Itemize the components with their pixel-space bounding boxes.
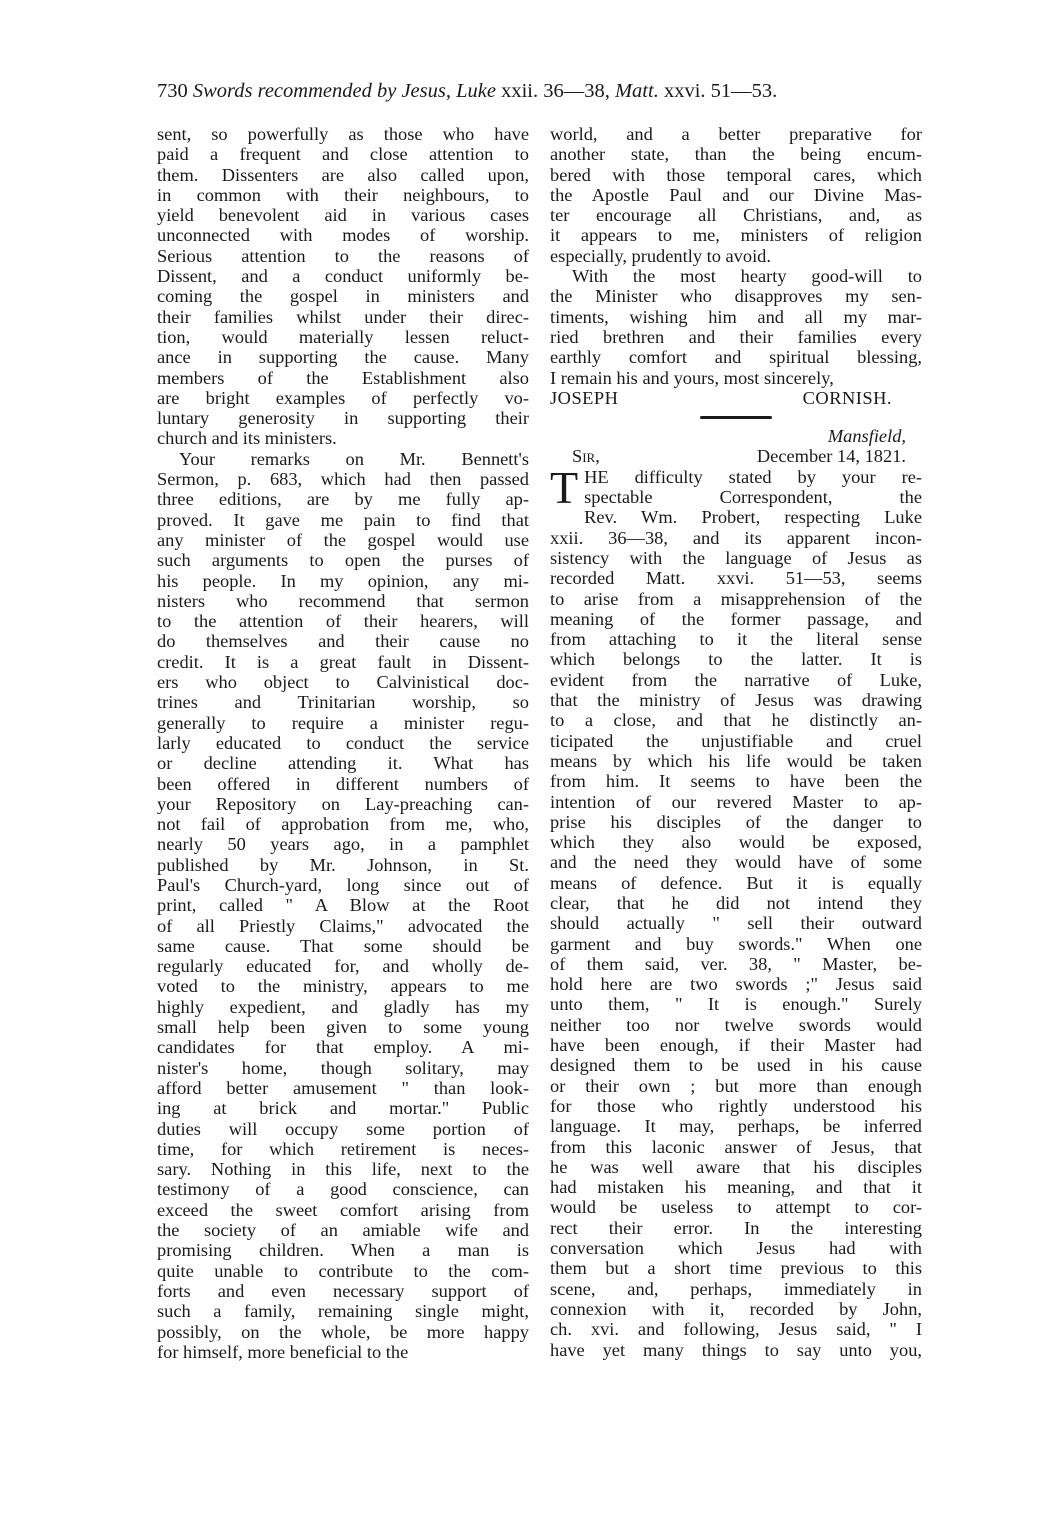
text-line: which they also would be exposed,: [550, 832, 922, 853]
text-line: forts and even necessary support of: [157, 1280, 529, 1301]
letter-place: Mansfield,: [827, 426, 906, 447]
text-line: duties will occupy some portion of: [157, 1118, 529, 1139]
text-line: timents, wishing him and all my mar-: [550, 306, 922, 327]
text-line: their families whilst under their direc-: [157, 306, 529, 327]
text-line: trines and Trinitarian worship, so: [157, 692, 529, 713]
salutation: Sir,: [572, 446, 600, 467]
text-line: same cause. That some should be: [157, 935, 529, 956]
section-divider: [550, 408, 922, 426]
text-line: ch. xvi. and following, Jesus said, " I: [550, 1319, 922, 1340]
text-line: for himself, more beneficial to the: [157, 1341, 409, 1362]
text-line: that the ministry of Jesus was drawing: [550, 690, 922, 711]
text-line: small help been given to some young: [157, 1017, 529, 1038]
text-line: rect their error. In the interesting: [550, 1217, 922, 1238]
text-line: sistency with the language of Jesus as: [550, 547, 922, 568]
text-line: meaning of the former passage, and: [550, 608, 922, 629]
text-line: such arguments to open the purses of: [157, 550, 529, 571]
text-line: language. It may, perhaps, be inferred: [550, 1116, 922, 1137]
text-line: highly expedient, and gladly has my: [157, 996, 529, 1017]
header-ref-luke: xxii. 36—38,: [501, 80, 610, 102]
text-line: world, and a better preparative for: [550, 124, 922, 144]
text-line: nister's home, though solitary, may: [157, 1057, 529, 1078]
text-line: or their own ; but more than enough: [550, 1075, 922, 1096]
text-line: sary. Nothing in this life, next to the: [157, 1159, 529, 1180]
text-line: for those who rightly understood his: [550, 1095, 922, 1116]
text-line: earthly comfort and spiritual blessing,: [550, 347, 922, 368]
text-line: promising children. When a man is: [157, 1240, 529, 1261]
text-line: tion, would materially lessen reluct-: [157, 326, 529, 347]
text-line: would be useless to attempt to cor-: [550, 1197, 922, 1218]
text-line: which belongs to the latter. It is: [550, 649, 922, 670]
text-line: them. Dissenters are also called upon,: [157, 164, 529, 185]
right-column: [550, 124, 922, 1360]
text-line: nisters who recommend that sermon: [157, 590, 529, 611]
text-line: designed them to be used in his cause: [550, 1055, 922, 1076]
text-line: ter encourage all Christians, and, as: [550, 205, 922, 226]
text-line: paid a frequent and close attention to: [157, 144, 529, 165]
text-line: generally to require a minister regu-: [157, 712, 529, 733]
text-line: clear, that he did not intend they: [550, 892, 922, 913]
text-line: church and its ministers.: [157, 428, 337, 449]
text-line: means by which his life would be taken: [550, 750, 922, 771]
text-line: the Apostle Paul and our Divine Mas-: [550, 184, 922, 205]
drop-cap: T: [550, 461, 579, 513]
text-line: are bright examples of perfectly vo-: [157, 387, 529, 408]
text-line: from this laconic answer of Jesus, that: [550, 1136, 922, 1157]
text-line: in common with their neighbours, to: [157, 184, 529, 205]
text-line: ticipated the unjustifiable and cruel: [550, 730, 922, 751]
text-line: luntary generosity in supporting their: [157, 408, 529, 429]
text-line: the Minister who disapproves my sen-: [550, 286, 922, 307]
text-line: exceed the sweet comfort arising from: [157, 1199, 529, 1220]
text-line: voted to the ministry, appears to me: [157, 976, 529, 997]
letter-body: [550, 507, 922, 1359]
text-line: from him. It seems to have been the: [550, 771, 922, 792]
text-line: means of defence. But it is equally: [550, 872, 922, 893]
text-line: ried brethren and their families every: [550, 326, 922, 347]
text-line: the society of an amiable wife and: [157, 1220, 529, 1241]
text-line: afford better amusement " than look-: [157, 1077, 529, 1098]
text-line: to arise from a misapprehension of the: [550, 588, 922, 609]
text-line: possibly, on the whole, be more happy: [157, 1321, 529, 1342]
text-line: proved. It gave me pain to find that: [157, 509, 529, 530]
text-line: them but a short time previous to this: [550, 1258, 922, 1279]
text-line: Serious attention to the reasons of: [157, 245, 529, 266]
text-line: had mistaken his meaning, and that it: [550, 1177, 922, 1198]
text-line: have yet many things to say unto you,: [550, 1339, 922, 1360]
text-line: coming the gospel in ministers and: [157, 286, 529, 307]
text-line: credit. It is a great fault in Dissent-: [157, 651, 529, 672]
text-line: neither too nor twelve swords would: [550, 1014, 922, 1035]
text-line: Your remarks on Mr. Bennett's: [179, 448, 529, 469]
text-line: have been enough, if their Master had: [550, 1035, 922, 1056]
text-line: recorded Matt. xxvi. 51—53, seems: [550, 568, 922, 589]
text-line: prise his disciples of the danger to: [550, 811, 922, 832]
text-line: any minister of the gospel would use: [157, 529, 529, 550]
text-line: bered with those temporal cares, which: [550, 164, 922, 185]
text-line: nearly 50 years ago, in a pamphlet: [157, 834, 529, 855]
header-ref-matt: xxvi. 51—53.: [663, 80, 778, 102]
text-line: conversation which Jesus had with: [550, 1238, 922, 1259]
text-line: Rev. Wm. Probert, respecting Luke: [584, 507, 922, 528]
text-line: With the most hearty good-will to: [572, 266, 922, 287]
text-line: from attaching to it the literal sense: [550, 629, 922, 650]
text-line: I remain his and yours, most sincerely,: [550, 367, 834, 388]
text-line: print, called " A Blow at the Root: [157, 895, 529, 916]
text-line: larly educated to conduct the service: [157, 732, 529, 753]
text-line: time, for which retirement is neces-: [157, 1138, 529, 1159]
text-line: xxii. 36—38, and its apparent incon-: [550, 527, 922, 548]
letter-conclusion: [550, 124, 922, 388]
text-line: his people. In my opinion, any mi-: [157, 570, 529, 591]
text-line: to a close, and that he distinctly an-: [550, 710, 922, 731]
text-line: unto them, " It is enough." Surely: [550, 994, 922, 1015]
text-line: connexion with it, recorded by John,: [550, 1298, 922, 1319]
left-column: [157, 124, 529, 1362]
text-line: regularly educated for, and wholly de-: [157, 956, 529, 977]
text-line: he was well aware that his disciples: [550, 1156, 922, 1177]
page-number: 730: [157, 80, 188, 102]
text-line: such a family, remaining single might,: [157, 1301, 529, 1322]
text-line: of them said, ver. 38, " Master, be-: [550, 953, 922, 974]
text-line: sent, so powerfully as those who have: [157, 124, 529, 144]
text-line: candidates for that employ. A mi-: [157, 1037, 529, 1058]
text-line: testimony of a good conscience, can: [157, 1179, 529, 1200]
text-line: members of the Establishment also: [157, 367, 529, 388]
text-line: evident from the narrative of Luke,: [550, 669, 922, 690]
text-line: Sermon, p. 683, which had then passed: [157, 469, 529, 490]
text-line: hold here are two swords ;" Jesus said: [550, 974, 922, 995]
header-matt: Matt.: [614, 80, 659, 102]
text-line: scene, and, perhaps, immediately in: [550, 1278, 922, 1299]
text-line: do themselves and their cause no: [157, 631, 529, 652]
header-title: Swords recommended by Jesus, Luke: [192, 80, 496, 102]
running-header: [157, 80, 927, 103]
text-line: unconnected with modes of worship.: [157, 225, 529, 246]
text-line: and the need they would have of some: [550, 852, 922, 873]
text-line: ers who object to Calvinistical doc-: [157, 672, 529, 693]
opening-line-1: HE difficulty stated by your re-: [584, 466, 922, 487]
text-line: of all Priestly Claims," advocated the: [157, 915, 529, 936]
text-line: to the attention of their hearers, will: [157, 611, 529, 632]
text-line: especially, prudently to avoid.: [550, 245, 771, 266]
text-line: not fail of approbation from me, who,: [157, 814, 529, 835]
letter-opening: [550, 461, 922, 513]
text-line: it appears to me, ministers of religion: [550, 225, 922, 246]
text-line: Dissent, and a conduct uniformly be-: [157, 266, 529, 287]
text-line: ance in supporting the cause. Many: [157, 347, 529, 368]
text-line: Paul's Church-yard, long since out of: [157, 874, 529, 895]
letter-dateline: [550, 446, 922, 466]
text-line: intention of our revered Master to ap-: [550, 791, 922, 812]
text-line: quite unable to contribute to the com-: [157, 1260, 529, 1281]
text-line: been offered in different numbers of: [157, 773, 529, 794]
text-line: published by Mr. Johnson, in St.: [157, 854, 529, 875]
letter-date: December 14, 1821.: [756, 446, 906, 467]
opening-line-2: spectable Correspondent, the: [584, 487, 922, 508]
text-line: or decline attending it. What has: [157, 753, 529, 774]
text-line: garment and buy swords." When one: [550, 933, 922, 954]
text-line: yield benevolent aid in various cases: [157, 205, 529, 226]
text-line: another state, than the being encum-: [550, 144, 922, 165]
text-line: should actually " sell their outward: [550, 913, 922, 934]
text-line: ing at brick and mortar." Public: [157, 1098, 529, 1119]
signature: JOSEPH CORNISH.: [550, 387, 892, 408]
text-line: three editions, are by me fully ap-: [157, 489, 529, 510]
text-line: your Repository on Lay-preaching can-: [157, 793, 529, 814]
